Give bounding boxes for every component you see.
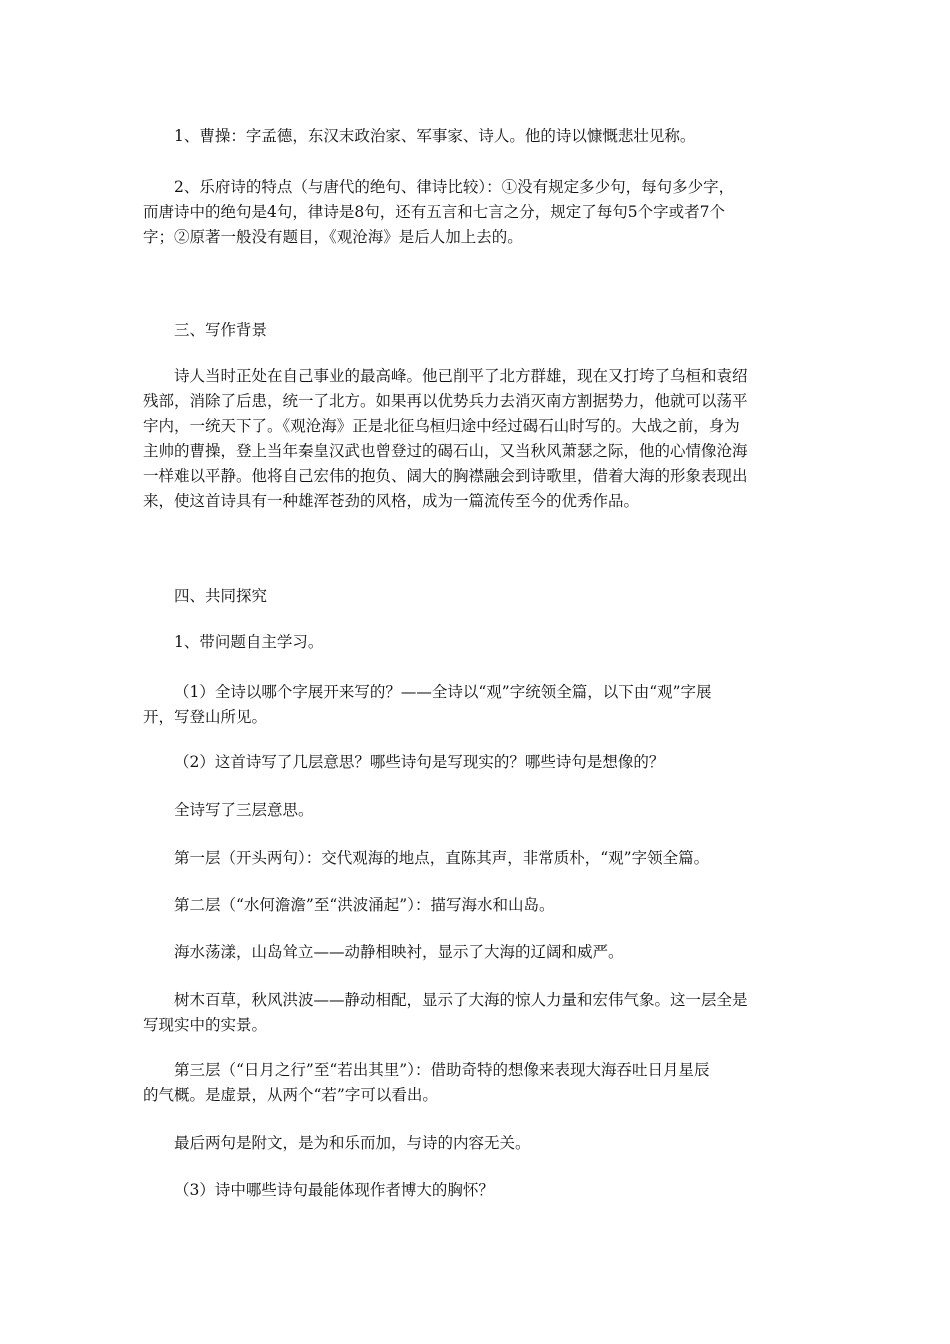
section-heading-background (143, 318, 807, 343)
question-1 (143, 680, 807, 730)
text-line: 三、写作背景 (174, 321, 268, 339)
text-line: 1、带问题自主学习。 (174, 633, 324, 651)
text-line: 海水荡漾，山岛耸立——动静相映衬，显示了大海的辽阔和威严。 (174, 943, 624, 961)
paragraph-background (143, 364, 807, 514)
answer-2-trees-wind (143, 988, 807, 1038)
text-line: 2、乐府诗的特点（与唐代的绝句、律诗比较）：①没有规定多少句，每句多少字， (174, 178, 735, 196)
text-line: 1、曹操：字孟德，东汉末政治家、军事家、诗人。他的诗以慷慨悲壮见称。 (174, 127, 696, 145)
text-line: （2）这首诗写了几层意思？哪些诗句是写现实的？哪些诗句是想像的？ (174, 753, 665, 771)
section-heading-inquiry (143, 584, 807, 609)
text-line: 主帅的曹操，登上当年秦皇汉武也曾登过的碣石山，又当秋风萧瑟之际，他的心情像沧海 (143, 442, 748, 460)
answer-2-summary (143, 798, 807, 823)
text-line: 写现实中的实景。 (143, 1016, 268, 1034)
text-line: 第二层（“水何澹澹”至“洪波涌起”）：描写海水和山岛。 (174, 896, 555, 914)
text-line: （3）诗中哪些诗句最能体现作者博大的胸怀？ (174, 1181, 494, 1199)
answer-2-last-lines (143, 1131, 807, 1156)
answer-2-layer-1 (143, 846, 807, 871)
paragraph-yuefu-features (143, 175, 807, 250)
answer-2-layer-2 (143, 893, 807, 918)
text-line: 第三层（“日月之行”至“若出其里”）：借助奇特的想像来表现大海吞吐日月星辰 (174, 1061, 710, 1079)
text-line: 开，写登山所见。 (143, 708, 268, 726)
text-line: 的气概。是虚景，从两个“若”字可以看出。 (143, 1086, 438, 1104)
text-line: （1）全诗以哪个字展开来写的？——全诗以“观”字统领全篇，以下由“观”字展 (174, 683, 712, 701)
text-line: 一样难以平静。他将自己宏伟的抱负、阔大的胸襟融会到诗歌里，借着大海的形象表现出 (143, 467, 748, 485)
paragraph-caocao-intro (143, 124, 807, 149)
text-line: 宇内，一统天下了。《观沧海》正是北征乌桓归途中经过碣石山时写的。大战之前，身为 (143, 417, 740, 435)
answer-2-layer-3 (143, 1058, 807, 1108)
text-line: 树木百草，秋风洪波——静动相配，显示了大海的惊人力量和宏伟气象。这一层全是 (174, 991, 748, 1009)
answer-2-sea-island (143, 940, 807, 965)
question-3 (143, 1178, 807, 1203)
paragraph-self-study (143, 630, 807, 655)
text-line: 诗人当时正处在自己事业的最高峰。他已削平了北方群雄，现在又打垮了乌桓和袁绍 (174, 367, 748, 385)
text-line: 来，使这首诗具有一种雄浑苍劲的风格，成为一篇流传至今的优秀作品。 (143, 492, 640, 510)
text-line: 残部，消除了后患，统一了北方。如果再以优势兵力去消灭南方割据势力，他就可以荡平 (143, 392, 748, 410)
question-2 (143, 750, 807, 775)
text-line: 最后两句是附文，是为和乐而加，与诗的内容无关。 (174, 1134, 531, 1152)
text-line: 而唐诗中的绝句是4句，律诗是8句，还有五言和七言之分，规定了每句5个字或者7个 (143, 203, 725, 221)
text-line: 第一层（开头两句）：交代观海的地点，直陈其声，非常质朴，“观”字领全篇。 (174, 849, 710, 867)
text-line: 字；②原著一般没有题目，《观沧海》是后人加上去的。 (143, 228, 523, 246)
text-line: 全诗写了三层意思。 (174, 801, 314, 819)
text-line: 四、共同探究 (174, 587, 268, 605)
